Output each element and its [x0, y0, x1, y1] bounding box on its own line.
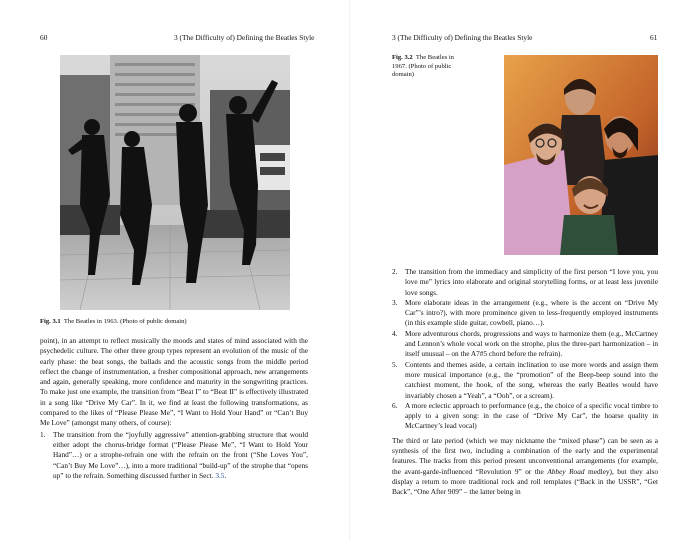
figure-3-1-photo — [60, 55, 290, 310]
figure-label: Fig. 3.2 — [392, 54, 413, 61]
list-item-text: The transition from the immediacy and simplicity of the first person “I love you, you love me” lyrics into elaborate and original storytelling forms, or at least less juvenile love songs. — [405, 267, 658, 297]
beatles-1963-photo-illustration — [60, 55, 290, 310]
list-item-number: 2. — [392, 267, 398, 276]
beatles-1967-photo-illustration — [504, 55, 658, 255]
list-item-number: 6. — [392, 400, 398, 410]
list-item — [392, 329, 658, 360]
body-paragraph: point), in an attempt to reflect musically the moods and states of mind associated with the psychedelic culture. The other three group types represent an evolution of the music of the early phase: the beat songs, the ballads and the acoustic songs from the middle period reflect the change of instrumentation, a fresher compositional approach, new arrangements and again, generally speaking, more confidence and maturity in the songwriting practices. To make just one example, the transition from “Beat I” to “Beat II” is effectively illustrated in a song like “Drive My Car”. In it, we find at least the following transformations, as compared to the likes of “Please Please Me”, “I Want to Hold Your Hand” or “Can’t Buy Me Love” (amongst many others, of course): — [40, 336, 308, 428]
body-paragraph — [392, 436, 658, 498]
section-reference-link[interactable]: 3.5 — [215, 470, 225, 480]
transformation-list-continued — [392, 267, 658, 432]
left-body-text — [40, 336, 308, 481]
list-item-text: More elaborate ideas in the arrangement (e.g., where is the accent on “Drive My Car”’s intro?), with more prominence given to less-frequently employed instruments (in this example slide guitar, cowbell, piano…). — [405, 297, 658, 328]
list-item-number: 4. — [392, 328, 398, 338]
list-item-number: 5. — [392, 359, 398, 369]
list-item — [392, 267, 658, 298]
page-number: 61 — [650, 33, 658, 42]
paragraph-text-a: The third or late period (which we may nickname the “mixed phase”) can be seen as a synthesis of the first two, including a combination of the early and the experimental features. The tracks from this period present unconventional arrangements (for example, the avant-garde-influenced “Revolution 9” or the — [392, 435, 658, 476]
list-item-end: . — [224, 470, 227, 480]
list-item-text: A more eclectic approach to performance (e.g., the choice of a specific vocal timbre to apply to a given song: in the case of “Drive My Car”, the hoarse quality in McCartney’s lead vocal) — [405, 400, 658, 431]
list-item-number: 3. — [392, 297, 398, 307]
list-item — [392, 401, 658, 432]
list-item-text: More adventurous chords, progressions and ways to harmonize them (e.g., McCartney and Lennon’s whole vocal work on the strophe, plus the three-part harmonization – in itself unusual – on the A7#5 chord before the refrain). — [405, 328, 658, 359]
list-item-number: 1. — [40, 429, 46, 439]
list-item — [40, 430, 308, 481]
figure-3-1-caption — [40, 318, 320, 327]
list-item — [392, 298, 658, 329]
running-head: 3 (The Difficulty of) Defining the Beatles Style — [174, 33, 315, 42]
transformation-list — [40, 430, 308, 481]
list-item-text: Contents and themes aside, a certain inclination to use more words and assign them more musical importance (e.g., the “promotion” of the Beep-beep sound into the catchiest moment, the hook, of the song, whereas the early Beatles would have invariably chosen a “Yeah”, a “Ooh”, or a scream). — [405, 359, 658, 400]
page-number: 60 — [40, 33, 48, 42]
running-head: 3 (The Difficulty of) Defining the Beatles Style — [392, 33, 533, 42]
album-title-italic: Abbey Road — [547, 466, 585, 476]
figure-3-2-caption — [392, 54, 454, 80]
figure-3-2-photo — [504, 55, 658, 255]
figure-label: Fig. 3.1 — [40, 318, 61, 325]
list-item-text: The transition from the “joyfully aggressive” attention-grabbing structure that would either adopt the chorus-bridge format (“Please Please Me”, “I Want to Hold Your Hand”…) or a strophe-refrain one with the refrain on the front (“She Loves You”, “Can’t Buy Me Love”…), into a more traditional “build-up” of the strophe that “opens up” to the refrain. Something discussed further in Sect. — [53, 429, 308, 480]
figure-caption-text: The Beatles in 1963. (Photo of public domain) — [63, 318, 187, 325]
right-body-text — [392, 267, 658, 499]
paragraph-text-b: medley), but they also display a return to more traditional rock and roll templates (“Back in the USSR”, “Get Back”, “One After 909” – the latter being in — [392, 466, 658, 497]
list-item — [392, 360, 658, 401]
figure-caption-text: The Beatles in 1967. (Photo of public domain) — [392, 54, 454, 79]
right-page — [350, 0, 700, 541]
